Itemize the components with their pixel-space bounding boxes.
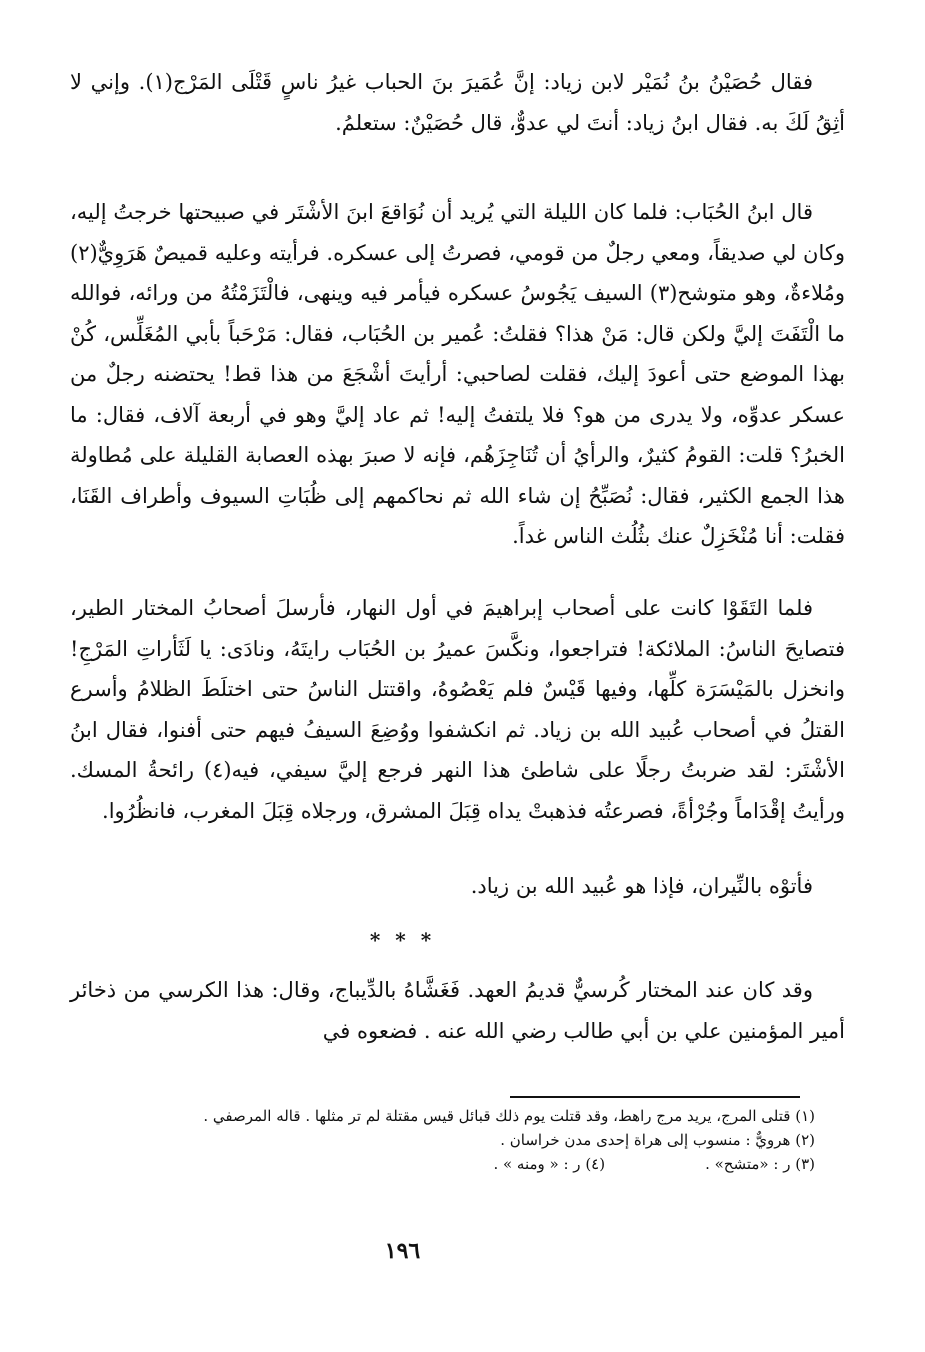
paragraph-battle: فلما التَقَوْا كانت على أصحاب إبراهيمَ في أول النهار، فأرسلَ أصحابُ المختار الطير، فتصايحَ الناسُ: الملائكة! فتراجعوا، ونكَّسَ عميرُ بن الحُبَاب رايتَهُ، ونادَى: يا لَثَأراتِ المَرْجِ! وانخزل بالمَيْسَرَة كلِّها، وفيها قَيْسٌ فلم يَعْصُوهُ، واقتتل الناسُ حتى اختلَطَ الظلامُ وأسرع القتلُ في أصحاب عُبيد الله بن زياد. ثم انكشفوا ووُضِعَ السيفُ فيهم حتى أفنوا، فقال ابنُ الأشْتَر: لقد ضربتُ رجلًا على شاطئ هذا النهر فرجع إليَّ سيفي، فيه(٤) رائحةُ المسك. ورأيتُ إقْدَاماً وجُرْأةً، فصرعتُه فذهبتْ يداه قِبَلَ المشرق، ورجلاه قِبَلَ المغرب، فانظُرُوا. bbox=[70, 596, 845, 823]
paragraph-mukhtar-chair: وقد كان عند المختار كُرسيٌّ قديمُ العهد. فَغَشَّاهُ بالدِّيباج، وقال: هذا الكرسي من ذخائر أمير المؤمنين علي بن أبي طالب رضي الله عنه . فضعوه في bbox=[70, 978, 845, 1043]
section-separator: * * * bbox=[369, 928, 436, 952]
paragraph-ubaydullah-found: فأتوْه بالنِّيران، فإذا هو عُبيد الله بن زياد. bbox=[470, 874, 813, 898]
paragraph-ibn-al-hubab-account: قال ابنُ الحُبَاب: فلما كان الليلة التي يُريد أن نُوَاقعَ ابنَ الأشْتَر في صبيحتها خرجتُ إليه، وكان لي صديقاً، ومعي رجلٌ من قومي، فصرتُ إلى عسكره. فرأيته وعليه قميصٌ هَرَوِيٌّ(٢) ومُلاءةٌ، وهو متوشح(٣) السيف يَجُوسُ عسكره فيأمر فيه وينهى، فالْتَزَمْتُهُ من ورائه، فوالله ما الْتَفَتَ إليَّ ولكن قال: مَنْ هذا؟ فقلتُ: عُمير بن الحُبَاب، فقال: مَرْحَباً بأبي المُغَلِّس، كُنْ بهذا الموضع حتى أعودَ إليك، فقلت لصاحبي: أرأيتَ أشْجَعَ من هذا قط! يحتضنه رجلٌ من عسكر عدوِّه، ولا يدرى من هو؟ فلا يلتفتُ إليه! ثم عاد إليَّ وهو في أربعة آلاف، فقال: ما الخبرُ؟ قلت: القومُ كثيرٌ، والرأيُ أن تُنَاجِزَهُم، فإنه لا صبرَ بهذه العصابة القليلة على مُطاولة هذا الجمع الكثير، فقال: نُصَبِّحُ إن شاء الله ثم نحاكمهم إلى ظُبَاتِ السيوف وأطراف القَنَا، فقلت: أنا مُنْخَزِلٌ عنك بثُلُث الناس غداً. bbox=[70, 200, 845, 548]
paragraph-husayn-warning: فقال حُصَيْنُ بنُ نُمَيْر لابن زياد: إنَّ عُمَيرَ بنَ الحباب غيرُ ناسٍ قَتْلَى المَرْج(١). وإني لا أثِقُ لَكَ به. فقال ابنُ زياد: أنتَ لي عدوٌّ، قال حُصَيْنٌ: ستعلمُ. bbox=[70, 70, 845, 135]
text-block bbox=[70, 62, 845, 157]
footnote-row bbox=[70, 1152, 815, 1176]
text-block bbox=[70, 970, 845, 1065]
footnote-divider bbox=[510, 1096, 800, 1098]
page-number: ١٩٦ bbox=[384, 1238, 421, 1264]
footnotes bbox=[70, 1104, 815, 1176]
text-block bbox=[70, 192, 845, 571]
footnote-3: (٣) ر : «متشح» . bbox=[705, 1155, 815, 1173]
footnote-1: (١) قتلى المرج، يريد مرج راهط، وقد قتلت يوم ذلك قبائل قيس مقتلة لم تر مثلها . قاله المرصفي . bbox=[203, 1107, 815, 1125]
text-block bbox=[70, 866, 845, 919]
text-block bbox=[70, 588, 845, 845]
footnote-4: (٤) ر : « ومنه » . bbox=[493, 1155, 606, 1173]
footnote-2: (٢) هرويٌّ : منسوب إلى هراة إحدى مدن خراسان . bbox=[500, 1131, 815, 1149]
